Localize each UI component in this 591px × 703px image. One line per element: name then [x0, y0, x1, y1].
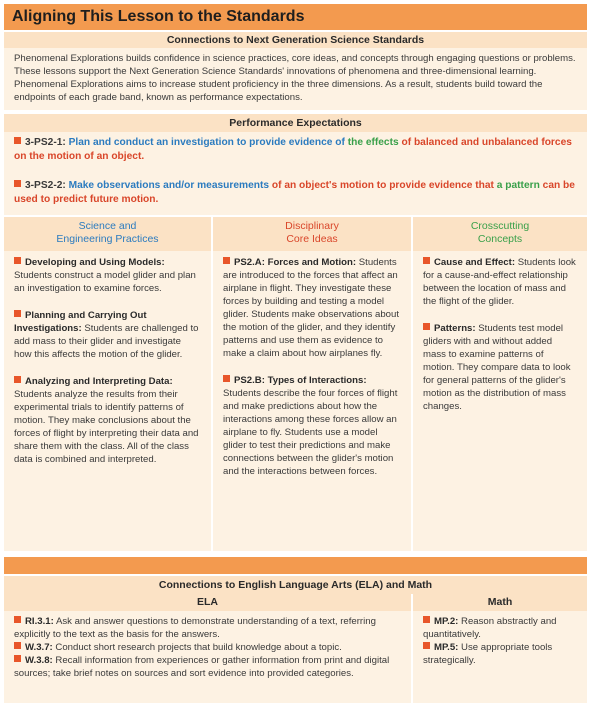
section-divider-strip	[4, 557, 587, 574]
ela-code: W.3.7:	[25, 642, 53, 653]
column-core-ideas	[213, 251, 411, 551]
bullet-square-icon	[423, 616, 430, 623]
crosscutting-item	[423, 256, 577, 308]
item-title: Analyzing and Interpreting Data:	[25, 376, 173, 387]
practice-item	[14, 256, 201, 295]
item-text: Students look for a cause-and-effect relationship between the location of mass and the flight of the glider.	[423, 257, 576, 307]
ela-item	[14, 615, 401, 641]
bullet-square-icon	[14, 310, 21, 317]
column-practices	[4, 251, 211, 551]
column-head-line: Engineering Practices	[56, 233, 159, 245]
page-title: Aligning This Lesson to the Standards	[12, 8, 305, 25]
math-text: Use appropriate tools strategically.	[423, 642, 553, 666]
pe-core-idea-text: can be used to predict future motion.	[14, 180, 575, 205]
ela-text: Recall information from experiences or gather information from print and digital sources; take brief notes on sources and sort evidence into provided categories.	[14, 655, 390, 679]
ela-code: RI.3.1:	[25, 616, 54, 627]
item-title: PS2.B: Types of Interactions:	[234, 375, 367, 386]
ela-text: Conduct short research projects that build knowledge about a topic.	[55, 642, 342, 653]
pe-core-idea-text: of balanced and unbalanced forces on the motion of an object.	[14, 137, 572, 162]
column-head-practices	[4, 217, 211, 251]
item-text: Students construct a model glider and plan an investigation to examine forces.	[14, 270, 196, 294]
bullet-square-icon	[14, 180, 21, 187]
bullet-square-icon	[423, 642, 430, 649]
math-heading: Math	[413, 594, 587, 611]
performance-panel	[4, 132, 587, 215]
ela-item	[14, 641, 401, 654]
performance-heading: Performance Expectations	[4, 114, 587, 132]
column-head-line: Science and	[78, 220, 137, 232]
practice-item	[14, 375, 201, 466]
pe-practice-text: Make observations and/or measurements	[68, 180, 270, 191]
item-title: Patterns:	[434, 323, 476, 334]
item-title: Cause and Effect:	[434, 257, 516, 268]
item-title: Planning and Carrying Out Investigations:	[14, 310, 147, 334]
bullet-square-icon	[223, 375, 230, 382]
ela-heading: ELA	[4, 594, 411, 611]
bullet-square-icon	[423, 257, 430, 264]
column-crosscutting	[413, 251, 587, 551]
ela-code: W.3.8:	[25, 655, 53, 666]
pe-item-1	[14, 136, 577, 164]
ela-text: Ask and answer questions to demonstrate understanding of a text, referring explicitly to the text as the basis for the answers.	[14, 616, 376, 640]
math-panel	[413, 611, 587, 703]
pe-code: 3-PS2-1:	[25, 137, 66, 148]
math-item	[423, 615, 577, 641]
item-text: Students test model gliders with and without added mass to examine patterns of motion. They compare data to look for general patterns of the glider's motion as the distribution of mass changes.	[423, 323, 571, 412]
pe-crosscutting-text: the effects	[347, 137, 399, 148]
column-head-core-ideas	[213, 217, 411, 251]
math-code: MP.2:	[434, 616, 459, 627]
math-code: MP.5:	[434, 642, 459, 653]
bullet-square-icon	[14, 137, 21, 144]
item-title: Developing and Using Models:	[25, 257, 165, 268]
crosscutting-item	[423, 322, 577, 413]
column-head-line: Concepts	[477, 233, 523, 245]
core-idea-item	[223, 374, 401, 478]
bullet-square-icon	[423, 323, 430, 330]
column-head-line: Disciplinary	[285, 220, 339, 232]
item-title: PS2.A: Forces and Motion:	[234, 257, 357, 268]
bullet-square-icon	[14, 616, 21, 623]
pe-practice-text: Plan and conduct an investigation to provide evidence of	[68, 137, 345, 148]
pe-core-idea-text: of an object's motion to provide evidence that	[271, 180, 494, 191]
bullet-square-icon	[14, 655, 21, 662]
pe-item-2	[14, 179, 577, 207]
core-idea-item	[223, 256, 401, 360]
item-text: Students are introduced to the forces that affect an airplane in flight. They investigate these forces by building and testing a model glider. Students make observations about the motion of the glider, and they identify patterns and use them as evidence to make a claim about how airplanes fly.	[223, 257, 399, 359]
bullet-square-icon	[223, 257, 230, 264]
column-head-line: Core Ideas	[286, 233, 338, 245]
ngss-intro: Phenomenal Explorations builds confidence in science practices, core ideas, and concepts through engaging questions or problems. These lessons support the Next Generation Science Standards' innovations of phenomena and three-dimensional learning. Phenomenal Explorations aims to increase student proficiency in the three dimensions. As a result, students build toward the endpoints of each grade band, known as performance expectations.	[4, 48, 587, 110]
math-text: Reason abstractly and quantitatively.	[423, 616, 557, 640]
pe-code: 3-PS2-2:	[25, 180, 66, 191]
practice-item	[14, 309, 201, 361]
title-bar	[4, 4, 587, 30]
column-head-line: Crosscutting	[470, 220, 530, 232]
pe-crosscutting-text: a pattern	[496, 180, 540, 191]
item-text: Students are challenged to add mass to their glider and investigate how this affects the motion of the glider.	[14, 323, 199, 360]
ngss-heading: Connections to Next Generation Science Standards	[4, 32, 587, 48]
ela-math-heading: Connections to English Language Arts (ELA) and Math	[4, 576, 587, 594]
ela-item	[14, 654, 401, 680]
column-head-crosscutting	[413, 217, 587, 251]
math-item	[423, 641, 577, 667]
bullet-square-icon	[14, 642, 21, 649]
bullet-square-icon	[14, 376, 21, 383]
ela-panel	[4, 611, 411, 703]
item-text: Students describe the four forces of flight and make predictions about how the interactions among these forces allow an airplane to fly. Students use a model glider to test their predictions and make connections between the glider's motion and the interactions between forces.	[223, 388, 398, 477]
bullet-square-icon	[14, 257, 21, 264]
item-text: Students analyze the results from their experimental trials to identify patterns of motion. They make conclusions about the forces of flight by interpreting their data and share them with the class. All of the class data is combined and interpreted.	[14, 389, 199, 465]
